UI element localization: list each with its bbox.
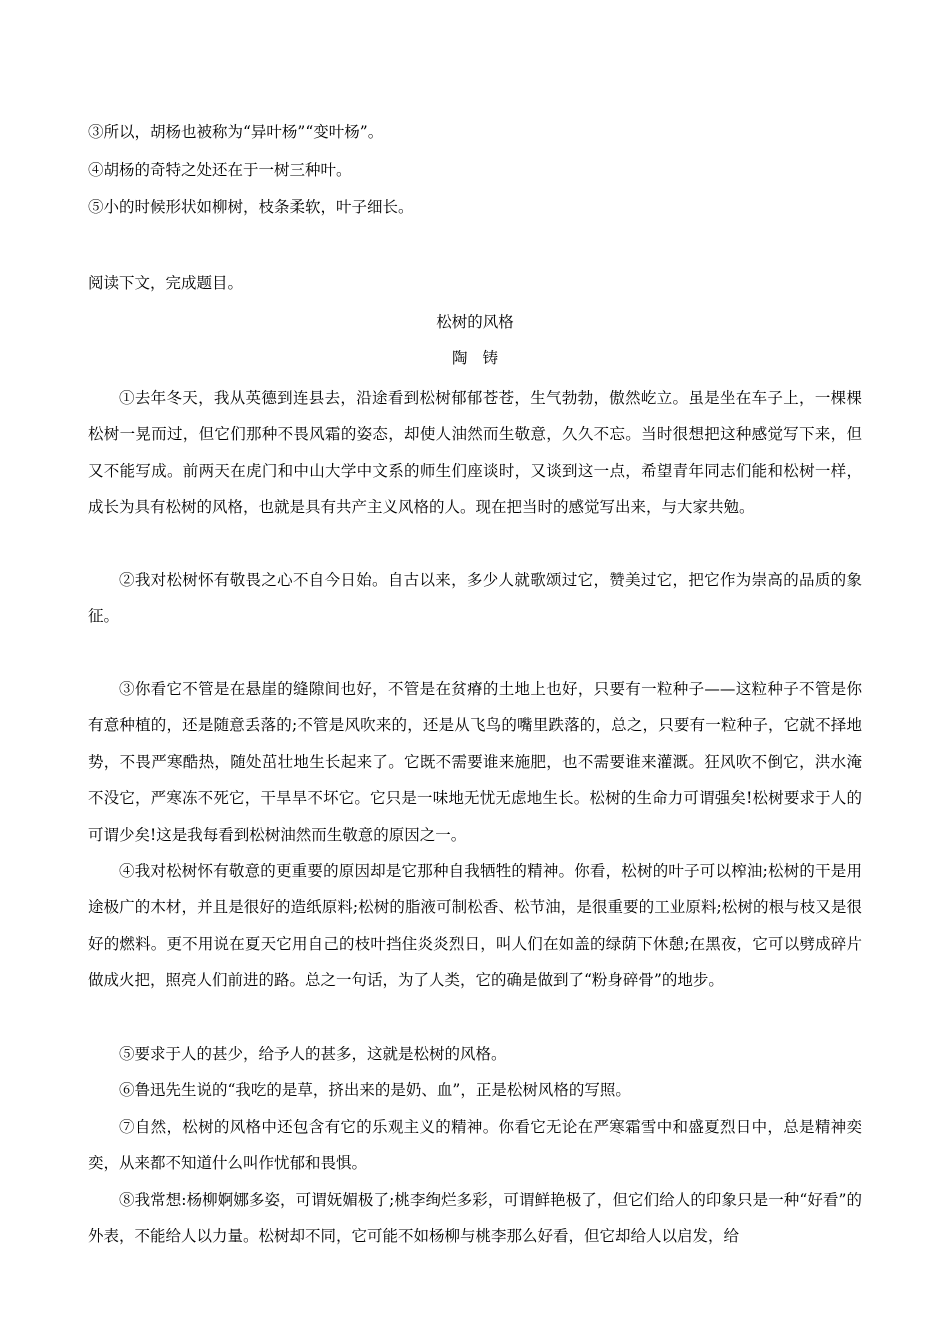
- paragraph-5: ⑤要求于人的甚少，给予人的甚多，这就是松树的风格。: [119, 1045, 507, 1063]
- paragraph-4: ④我对松树怀有敬意的更重要的原因却是它那种自我牺牲的精神。你看，松树的叶子可以榨油;松树的干是用途极广的木材，并且是很好的造纸原料;松树的脂液可制松香、松节油，是很重要的工业原料;松树的根与枝又是很好的燃料。更不用说在夏天它用自己的枝叶挡住炎炎烈日，叫人们在如盖的绿荫下休憩;在黑夜，它可以劈成碎片做成火把，照亮人们前进的路。总之一句话，为了人类，它的确是做到了“粉身碎骨”的地步。: [88, 862, 862, 990]
- paragraph-1: ①去年冬天，我从英德到连县去，沿途看到松树郁郁苍苍，生气勃勃，傲然屹立。虽是坐在车子上，一棵棵松树一晃而过，但它们那种不畏风霜的姿态，却使人油然而生敬意，久久不忘。当时很想把这种感觉写下来，但又不能写成。前两天在虎门和中山大学中文系的师生们座谈时，又谈到这一点，希望青年同志们能和松树一样，成长为具有松树的风格，也就是具有共产主义风格的人。现在把当时的感觉写出来，与大家共勉。: [88, 389, 862, 517]
- paragraph-2: ②我对松树怀有敬畏之心不自今日始。自古以来，多少人就歌颂过它，赞美过它，把它作为崇高的品质的象征。: [88, 571, 862, 626]
- list-item-5: ⑤小的时候形状如柳树，枝条柔软，叶子细长。: [88, 198, 414, 216]
- paragraph-6: ⑥鲁迅先生说的“我吃的是草，挤出来的是奶、血”，正是松树风格的写照。: [119, 1081, 631, 1099]
- article-title: 松树的风格: [436, 313, 514, 331]
- article-author: 陶铸: [451, 349, 513, 367]
- paragraph-8: ⑧我常想:杨柳婀娜多姿，可谓妩媚极了;桃李绚烂多彩，可谓鲜艳极了，但它们给人的印象只是一种“好看”的外表，不能给人以力量。松树却不同，它可能不如杨柳与桃李那么好看，但它却给人以启发，给: [88, 1191, 862, 1246]
- paragraph-3: ③你看它不管是在悬崖的缝隙间也好，不管是在贫瘠的土地上也好，只要有一粒种子——这粒种子不管是你有意种植的，还是随意丢落的;不管是风吹来的，还是从飞鸟的嘴里跌落的，总之，只要有一粒种子，它就不择地势，不畏严寒酷热，随处茁壮地生长起来了。它既不需要谁来施肥，也不需要谁来灌溉。狂风吹不倒它，洪水淹不没它，严寒冻不死它，干旱旱不坏它。它只是一味地无忧无虑地生长。松树的生命力可谓强矣!松树要求于人的可谓少矣!这是我每看到松树油然而生敬意的原因之一。: [88, 680, 862, 844]
- list-item-3: ③所以，胡杨也被称为“异叶杨”“变叶杨”。: [88, 123, 384, 141]
- reading-instruction: 阅读下文，完成题目。: [88, 274, 244, 292]
- list-item-4: ④胡杨的奇特之处还在于一树三种叶。: [88, 161, 352, 179]
- paragraph-7: ⑦自然，松树的风格中还包含有它的乐观主义的精神。你看它无论在严寒霜雪中和盛夏烈日中，总是精神奕奕，从来都不知道什么叫作忧郁和畏惧。: [88, 1118, 862, 1173]
